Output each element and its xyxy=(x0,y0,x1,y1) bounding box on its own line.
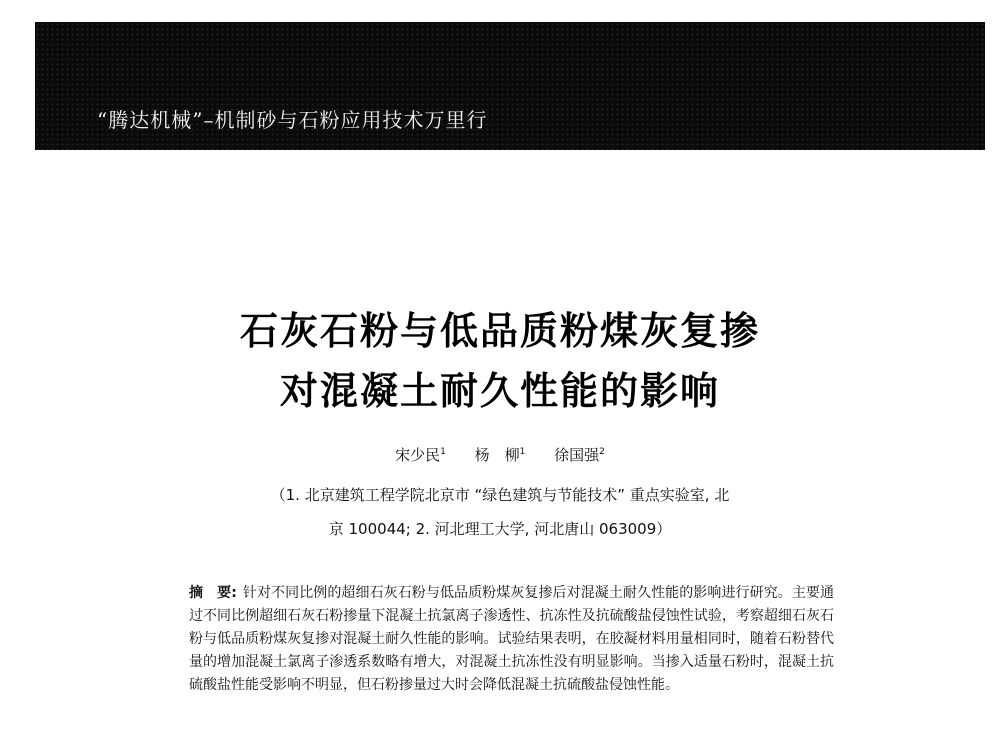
abstract-text: 针对不同比例的超细石灰石粉与低品质粉煤灰复掺后对混凝土耐久性能的影响进行研究。主要通过不同比例超细石灰石粉掺量下混凝土抗氯离子渗透性、抗冻性及抗硫酸盐侵蚀性试验，考察超细石灰石粉与低品质粉煤灰复掺对混凝土耐久性能的影响。试验结果表明，在胶凝材料用量相同时，随着石粉替代量的增加混凝土氯离子渗透系数略有增大，对混凝土抗冻性没有明显影响。当掺入适量石粉时，混凝土抗硫酸盐性能受影响不明显，但石粉掺量过大时会降低混凝土抗硫酸盐侵蚀性能。 xyxy=(189,585,834,693)
paper-title-line-2: 对混凝土耐久性能的影响 xyxy=(279,369,720,413)
author-3: 徐国强$^2$ xyxy=(554,446,605,464)
author-1: 宋少民$^1$ xyxy=(395,446,446,464)
abstract xyxy=(189,582,834,697)
affiliation-line-1: （1. 北京建筑工程学院北京市 “绿色建筑与节能技术” 重点实验室, 北 xyxy=(270,486,730,504)
author-list xyxy=(0,444,1000,465)
abstract-label: 摘 要: xyxy=(189,585,237,601)
author-2: 杨 柳$^1$ xyxy=(474,446,526,464)
affiliation-line-2: 京 100044; 2. 河北理工大学, 河北唐山 063009） xyxy=(328,520,672,538)
paper-title-line-1: 石灰石粉与低品质粉煤灰复掺 xyxy=(239,309,760,353)
banner-title: “腾达机械”–机制砂与石粉应用技术万里行 xyxy=(97,108,488,132)
header-banner xyxy=(35,22,985,150)
